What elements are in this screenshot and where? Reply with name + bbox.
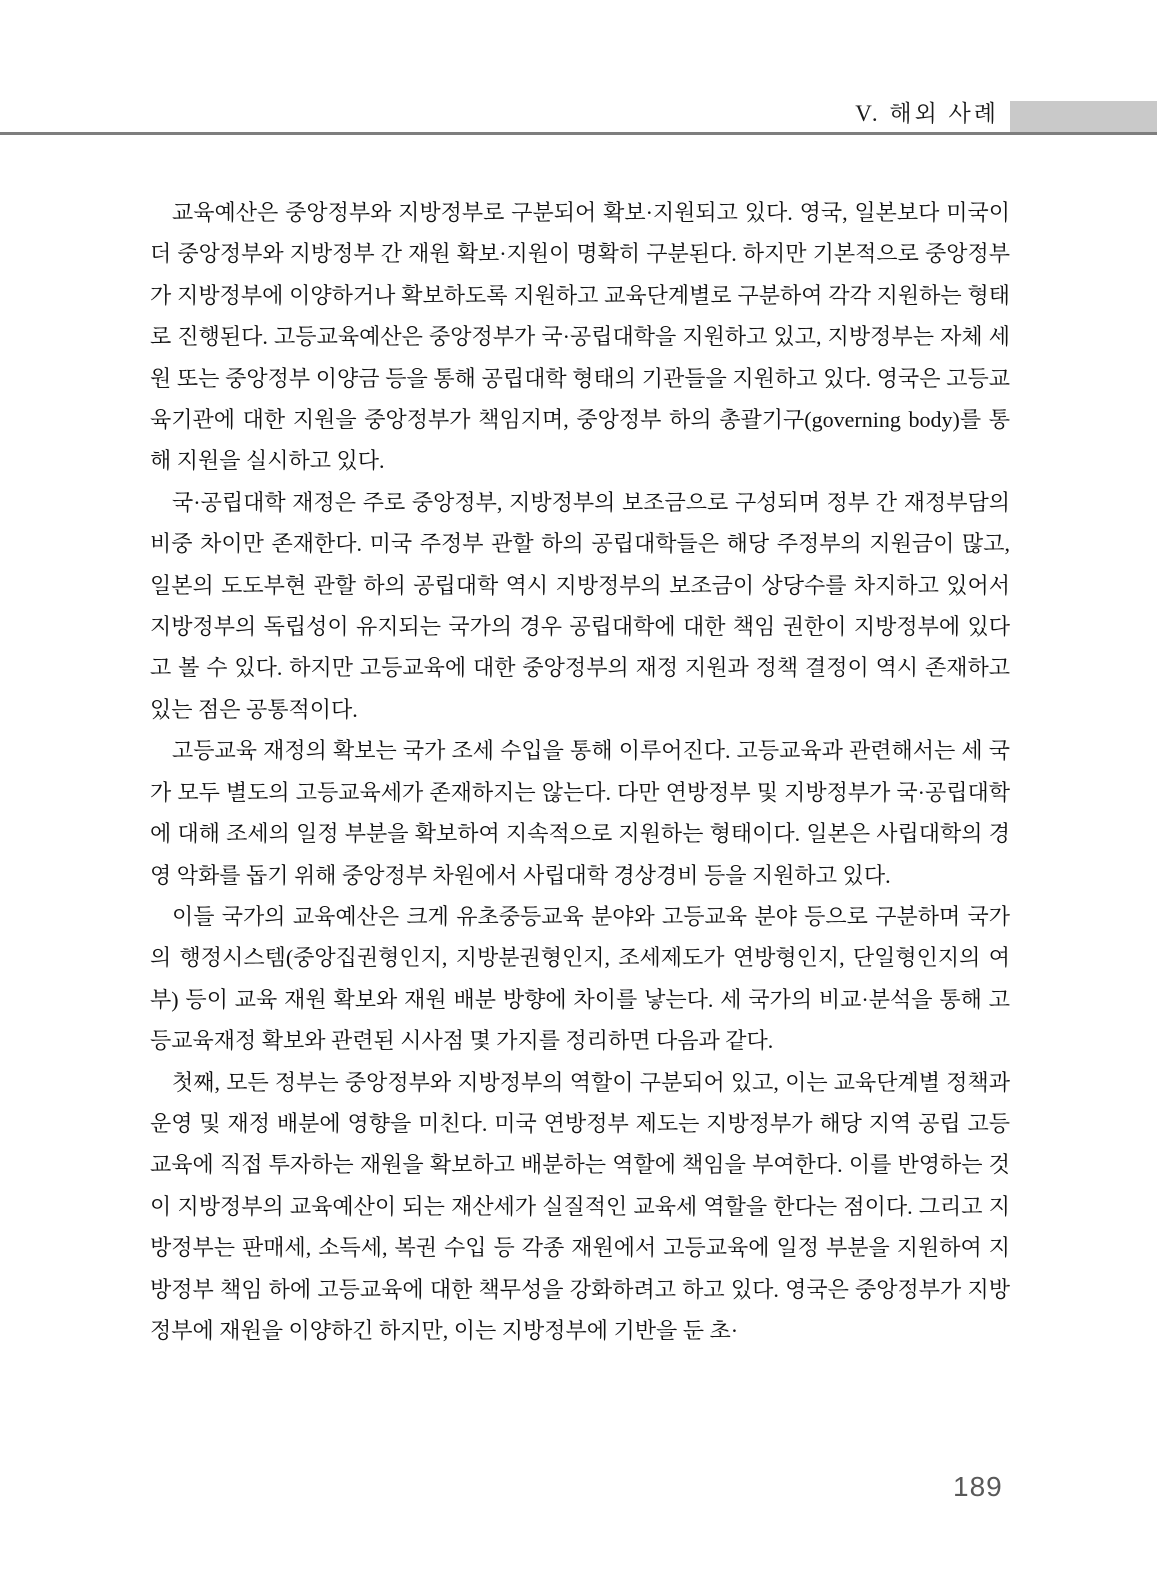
paragraph-3: 고등교육 재정의 확보는 국가 조세 수입을 통해 이루어진다. 고등교육과 관련해서는 세 국가 모두 별도의 고등교육세가 존재하지는 않는다. 다만 연방정부 및 지방정부가 국·공립대학에 대해 조세의 일정 부분을 확보하여 지속적으로 지원하는 형태이다. 일본은 사립대학의 경영 악화를 돕기 위해 중앙정부 차원에서 사립대학 경상경비 등을 지원하고 있다.	[150, 738, 1010, 888]
paragraph-4: 이들 국가의 교육예산은 크게 유초중등교육 분야와 고등교육 분야 등으로 구분하며 국가의 행정시스템(중앙집권형인지, 지방분권형인지, 조세제도가 연방형인지, 단일형인지의 여부) 등이 교육 재원 확보와 재원 배분 방향에 차이를 낳는다. 세 국가의 비교·분석을 통해 고등교육재정 확보와 관련된 시사점 몇 가지를 정리하면 다음과 같다.	[150, 903, 1010, 1054]
header-tab-decoration	[1010, 101, 1157, 132]
paragraph-2: 국·공립대학 재정은 주로 중앙정부, 지방정부의 보조금으로 구성되며 정부 간 재정부담의 비중 차이만 존재한다. 미국 주정부 관할 하의 공립대학들은 해당 주정부의 지원금이 많고, 일본의 도도부현 관할 하의 공립대학 역시 지방정부의 보조금이 상당수를 차지하고 있어서 지방정부의 독립성이 유지되는 국가의 경우 공립대학에 대한 책임 권한이 지방정부에 있다고 볼 수 있다. 하지만 고등교육에 대한 중앙정부의 재정 지원과 정책 결정이 역시 존재하고 있는 점은 공통적이다.	[150, 489, 1010, 722]
page-number: 189	[953, 1471, 1003, 1502]
paragraph-1: 교육예산은 중앙정부와 지방정부로 구분되어 확보·지원되고 있다. 영국, 일본보다 미국이 더 중앙정부와 지방정부 간 재원 확보·지원이 명확히 구분된다. 하지만 기본적으로 중앙정부가 지방정부에 이양하거나 확보하도록 지원하고 교육단계별로 구분하여 각각 지원하는 형태로 진행된다. 고등교육예산은 중앙정부가 국·공립대학을 지원하고 있고, 지방정부는 자체 세원 또는 중앙정부 이양금 등을 통해 공립대학 형태의 기관들을 지원하고 있다. 영국은 고등교육기관에 대한 지원을 중앙정부가 책임지며, 중앙정부 하의 총괄기구(governing body)를 통해 지원을 실시하고 있다.	[150, 200, 1010, 474]
section-header-title: V. 해외 사례	[855, 101, 999, 126]
header-rule-divider	[0, 132, 1157, 135]
body-text-block	[150, 192, 1010, 1351]
paragraph-5: 첫째, 모든 정부는 중앙정부와 지방정부의 역할이 구분되어 있고, 이는 교육단계별 정책과 운영 및 재정 배분에 영향을 미친다. 미국 연방정부 제도는 지방정부가 해당 지역 공립 고등교육에 직접 투자하는 재원을 확보하고 배분하는 역할에 책임을 부여한다. 이를 반영하는 것이 지방정부의 교육예산이 되는 재산세가 실질적인 교육세 역할을 한다는 점이다. 그리고 지방정부는 판매세, 소득세, 복권 수입 등 각종 재원에서 고등교육에 일정 부분을 지원하여 지방정부 책임 하에 고등교육에 대한 책무성을 강화하려고 하고 있다. 영국은 중앙정부가 지방정부에 재원을 이양하긴 하지만, 이는 지방정부에 기반을 둔 초·	[150, 1069, 1010, 1343]
